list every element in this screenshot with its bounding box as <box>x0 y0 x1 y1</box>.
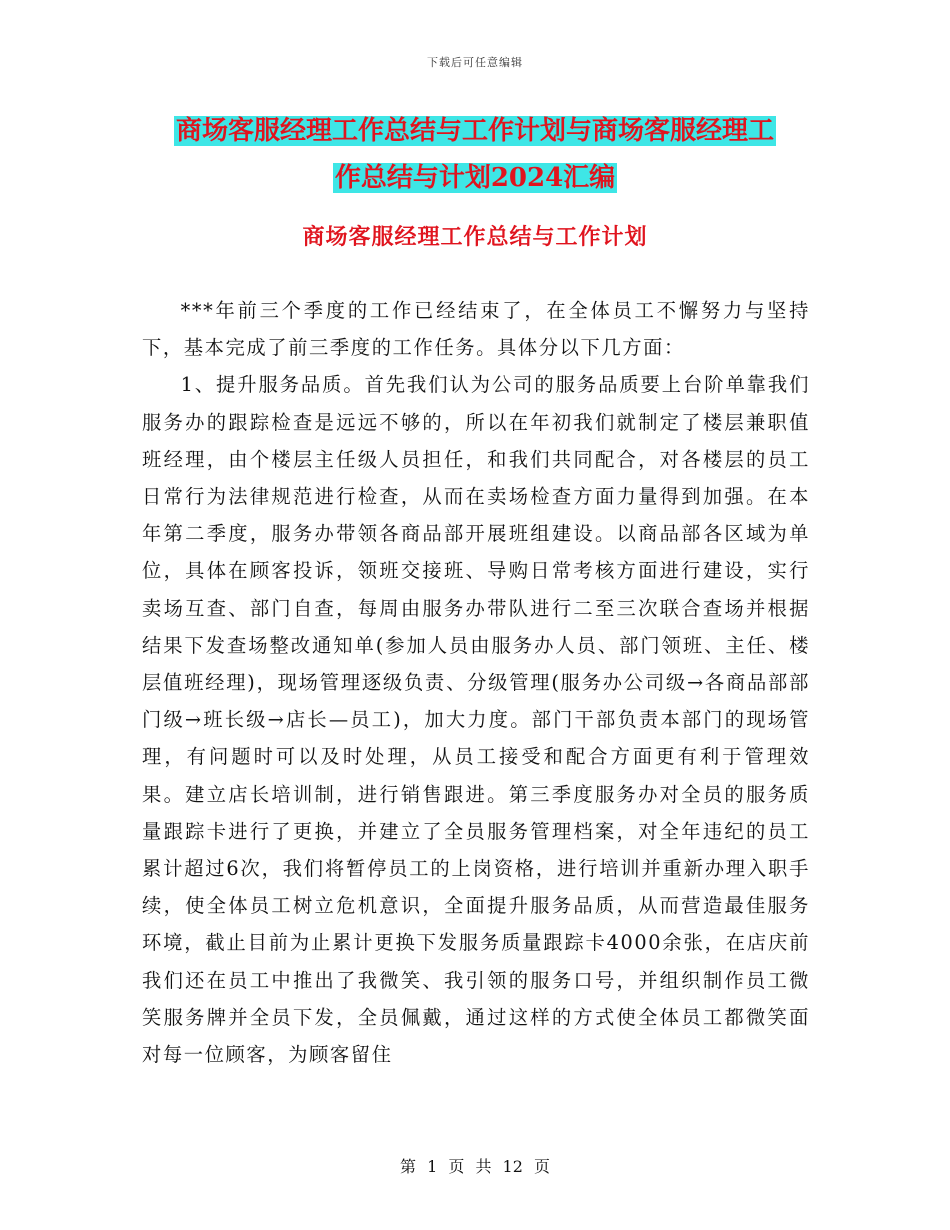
document-title-line1: 商场客服经理工作总结与工作计划与商场客服经理工 <box>175 116 774 146</box>
paragraph: 1、提升服务品质。首先我们认为公司的服务品质要上台阶单靠我们服务办的跟踪检查是远远不够的，所以在年初我们就制定了楼层兼职值班经理，由个楼层主任级人员担任，和我们共同配合，对各楼层的员工日常行为法律规范进行检查，从而在卖场检查方面力量得到加强。在本年第二季度，服务办带领各商品部开展班组建设。以商品部各区域为单位，具体在顾客投诉，领班交接班、导购日常考核方面进行建设，实行卖场互查、部门自查，每周由服务办带队进行二至三次联合查场并根据结果下发查场整改通知单(参加人员由服务办人员、部门领班、主任、楼层值班经理)，现场管理逐级负责、分级管理(服务办公司级→各商品部部门级→班长级→店长—员工)，加大力度。部门干部负责本部门的现场管理，有问题时可以及时处理，从员工接受和配合方面更有利于管理效果。建立店长培训制，进行销售跟进。第三季度服务办对全员的服务质量跟踪卡进行了更换，并建立了全员服务管理档案，对全年违纪的员工累计超过6次，我们将暂停员工的上岗资格，进行培训并重新办理入职手续，使全体员工树立危机意识，全面提升服务品质，从而营造最佳服务环境，截止目前为止累计更换下发服务质量跟踪卡4000余张，在店庆前我们还在员工中推出了我微笑、我引领的服务口号，并组织制作员工微笑服务牌并全员下发，全员佩戴，通过这样的方式使全体员工都微笑面对每一位顾客，为顾客留住 <box>142 373 810 1067</box>
document-title-line2: 作总结与计划2024汇编 <box>334 163 616 193</box>
paragraph: ***年前三个季度的工作已经结束了，在全体员工不懈努力与坚持下，基本完成了前三季度的工作任务。具体分以下几方面： <box>142 299 810 360</box>
document-body <box>142 292 810 1073</box>
document-title <box>0 108 950 202</box>
page-header-note: 下载后可任意编辑 <box>427 56 523 69</box>
page-number: 第 1 页 共 12 页 <box>400 1157 550 1176</box>
section-title: 商场客服经理工作总结与工作计划 <box>302 224 648 250</box>
